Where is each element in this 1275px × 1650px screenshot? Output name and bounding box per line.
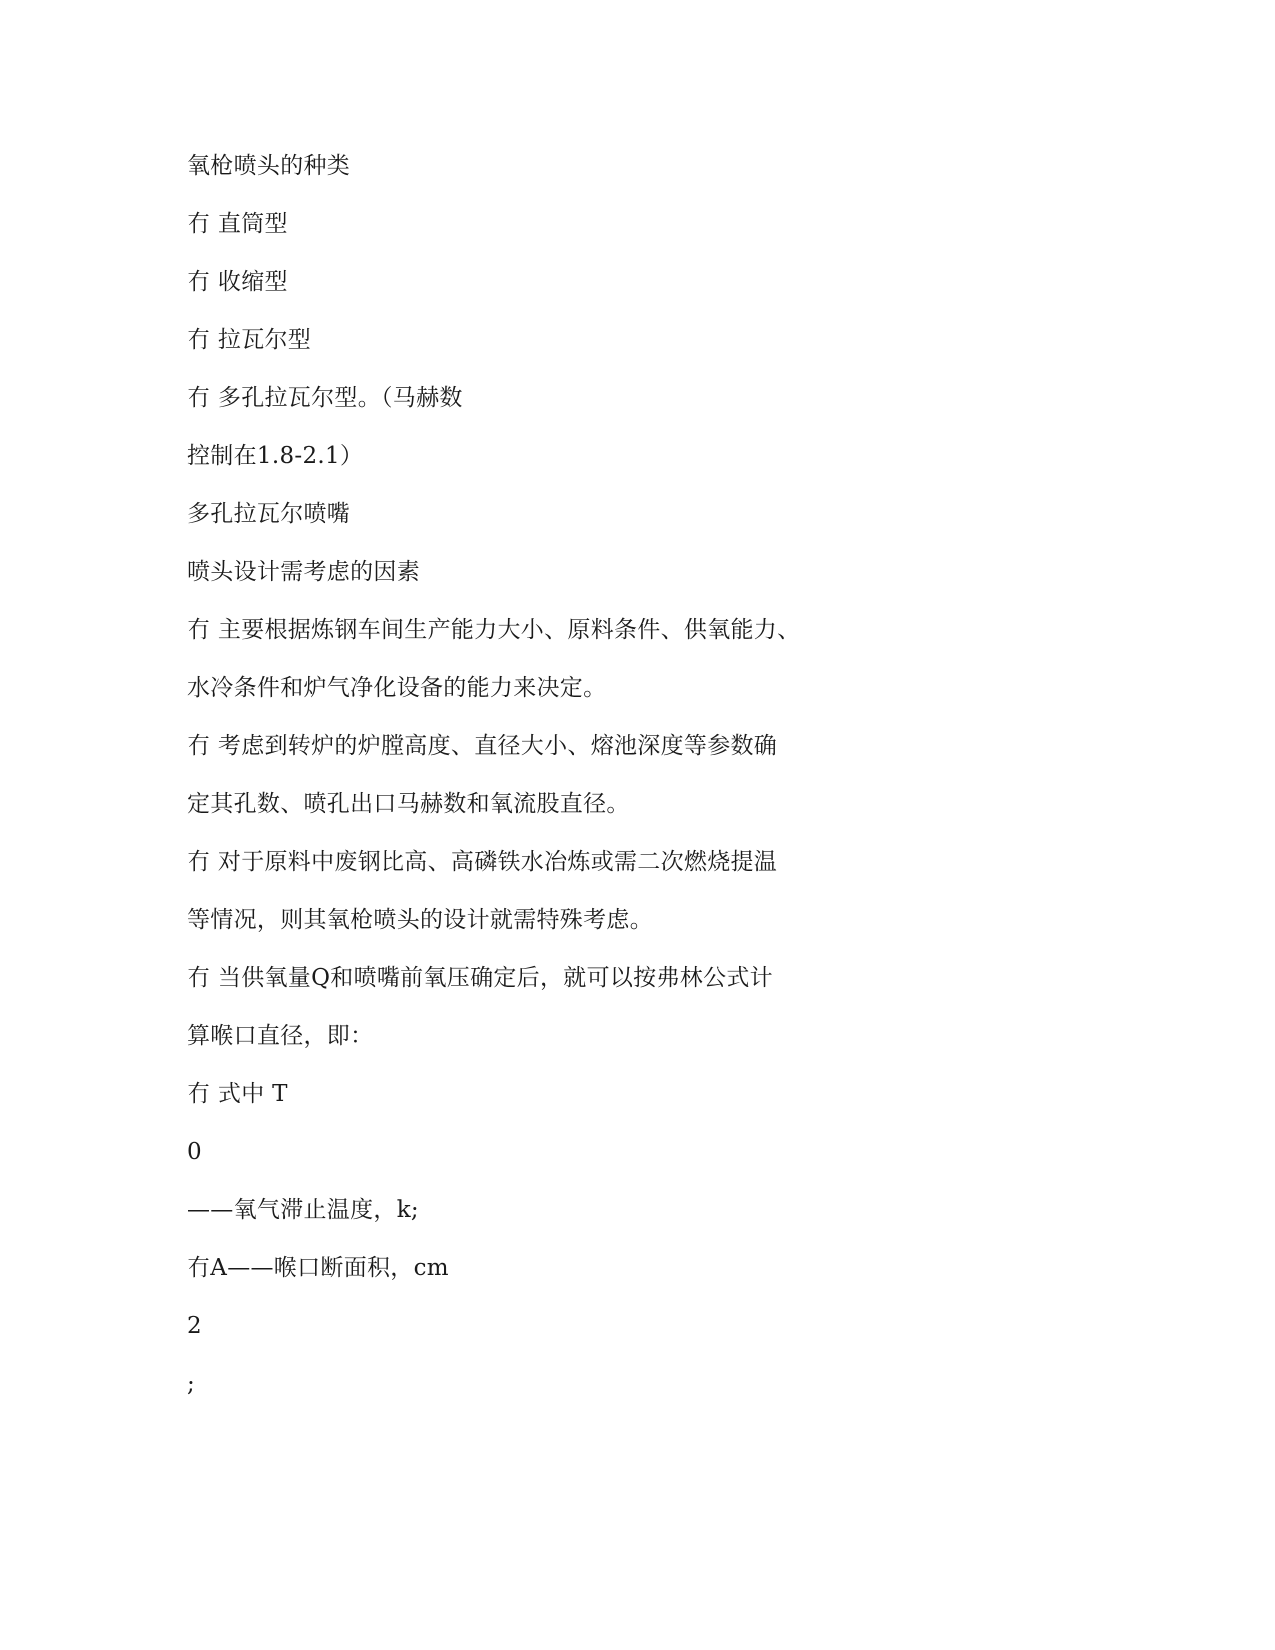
bullet-line: 冇 对于原料中废钢比高、高磷铁水冶炼或需二次燃烧提温 [187,849,778,875]
bullet-line: 冇 直筒型 [187,211,288,237]
text-line: 定其孔数、喷孔出口马赫数和氧流股直径。 [187,791,630,817]
bullet-line: 冇 多孔拉瓦尔型。（马赫数 [187,385,463,411]
bullet-line: 冇 拉瓦尔型 [187,327,312,353]
bullet-line: 冇 当供氧量Q和喷嘴前氧压确定后，就可以按弗林公式计 [187,965,773,991]
section-title-nozzle-types: 氧枪喷头的种类 [187,153,351,179]
bullet-line: 冇A——喉口断面积，cm [187,1255,449,1281]
text-line: ——氧气滞止温度，k; [187,1197,419,1223]
superscript-line: 2 [187,1313,202,1339]
bullet-line: 冇 收缩型 [187,269,288,295]
bullet-line: 冇 考虑到转炉的炉膛高度、直径大小、熔池深度等参数确 [187,733,778,759]
text-line: 等情况，则其氧枪喷头的设计就需特殊考虑。 [187,907,653,933]
text-line: 控制在1.8-2.1） [187,443,364,469]
text-line: 水冷条件和炉气净化设备的能力来决定。 [187,675,607,701]
bullet-line: 冇 式中 T [187,1081,288,1107]
text-line: 算喉口直径，即： [187,1023,374,1049]
text-line: 多孔拉瓦尔喷嘴 [187,501,351,527]
bullet-line: 冇 主要根据炼钢车间生产能力大小、原料条件、供氧能力、 [187,617,801,643]
text-line: ; [187,1371,196,1397]
subscript-line: 0 [187,1139,202,1165]
section-title-design-factors: 喷头设计需考虑的因素 [187,559,420,585]
